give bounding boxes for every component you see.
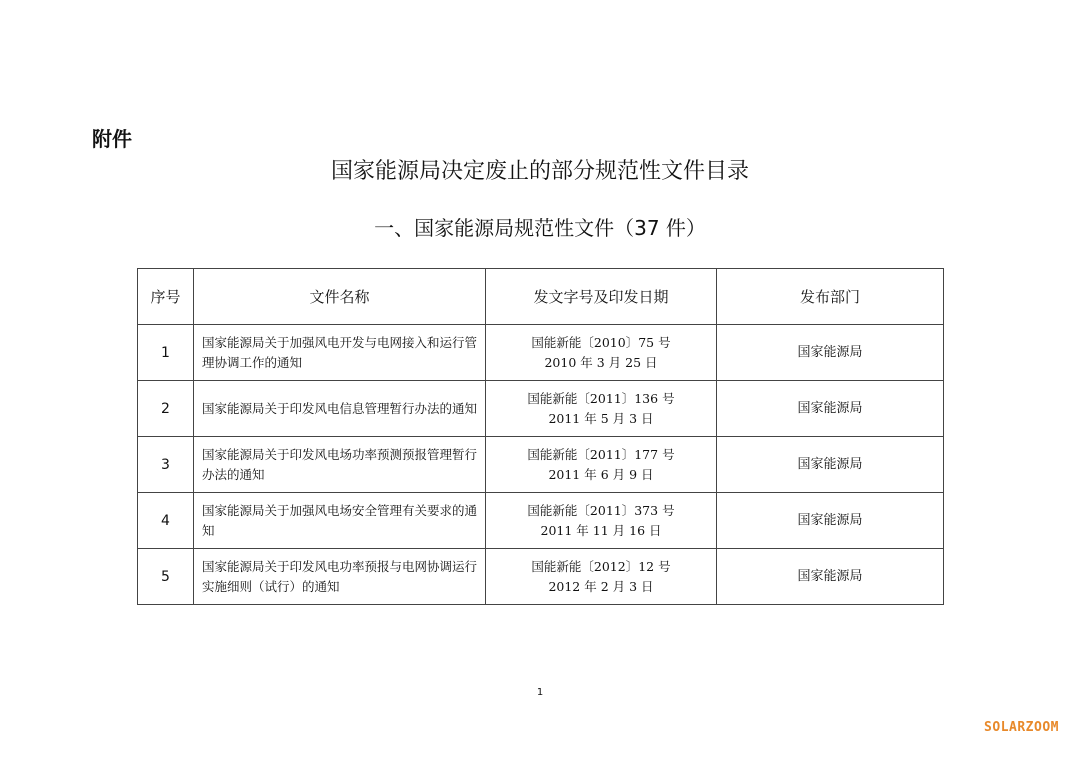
row-document-name: 国家能源局关于印发风电信息管理暂行办法的通知: [194, 381, 486, 437]
row-issue-date: 2011 年 11 月 16 日: [540, 522, 662, 538]
row-issue-info: [486, 325, 717, 381]
row-issue-info: [486, 549, 717, 605]
row-issue-date: 2010 年 3 月 25 日: [544, 354, 658, 370]
row-issue-date: 2012 年 2 月 3 日: [548, 578, 654, 594]
row-serial-number: 2: [138, 381, 194, 437]
row-issue-info: [486, 493, 717, 549]
row-doc-number: 国能新能〔2010〕75 号: [531, 334, 671, 350]
row-department: 国家能源局: [717, 437, 944, 493]
row-serial-number: 4: [138, 493, 194, 549]
row-department: 国家能源局: [717, 325, 944, 381]
row-serial-number: 3: [138, 437, 194, 493]
table-row: [138, 437, 944, 493]
row-issue-info: [486, 381, 717, 437]
header-document-name: 文件名称: [194, 269, 486, 325]
attachment-label: 附件: [92, 127, 132, 151]
row-document-name: 国家能源局关于印发风电功率预报与电网协调运行实施细则（试行）的通知: [194, 549, 486, 605]
table-row: [138, 381, 944, 437]
row-document-name: 国家能源局关于加强风电开发与电网接入和运行管理协调工作的通知: [194, 325, 486, 381]
row-issue-info: [486, 437, 717, 493]
solarzoom-watermark: SOLARZOOM: [984, 720, 1059, 735]
table-row: [138, 493, 944, 549]
row-serial-number: 1: [138, 325, 194, 381]
header-issue-number-date: 发文字号及印发日期: [486, 269, 717, 325]
page-number: 1: [536, 687, 544, 698]
table-header-row: [138, 269, 944, 325]
row-issue-date: 2011 年 5 月 3 日: [548, 410, 654, 426]
row-document-name: 国家能源局关于印发风电场功率预测预报管理暂行办法的通知: [194, 437, 486, 493]
section-title: 一、国家能源局规范性文件（37 件）: [374, 216, 706, 240]
row-serial-number: 5: [138, 549, 194, 605]
row-doc-number: 国能新能〔2012〕12 号: [531, 558, 671, 574]
header-serial-number: 序号: [138, 269, 194, 325]
row-department: 国家能源局: [717, 549, 944, 605]
document-title: 国家能源局决定废止的部分规范性文件目录: [330, 159, 749, 184]
table-row: [138, 549, 944, 605]
row-document-name: 国家能源局关于加强风电场安全管理有关要求的通知: [194, 493, 486, 549]
row-doc-number: 国能新能〔2011〕373 号: [527, 502, 675, 518]
row-issue-date: 2011 年 6 月 9 日: [548, 466, 654, 482]
documents-table: [137, 268, 944, 605]
header-department: 发布部门: [717, 269, 944, 325]
table-row: [138, 325, 944, 381]
row-doc-number: 国能新能〔2011〕136 号: [527, 390, 675, 406]
row-department: 国家能源局: [717, 493, 944, 549]
row-doc-number: 国能新能〔2011〕177 号: [527, 446, 675, 462]
row-department: 国家能源局: [717, 381, 944, 437]
